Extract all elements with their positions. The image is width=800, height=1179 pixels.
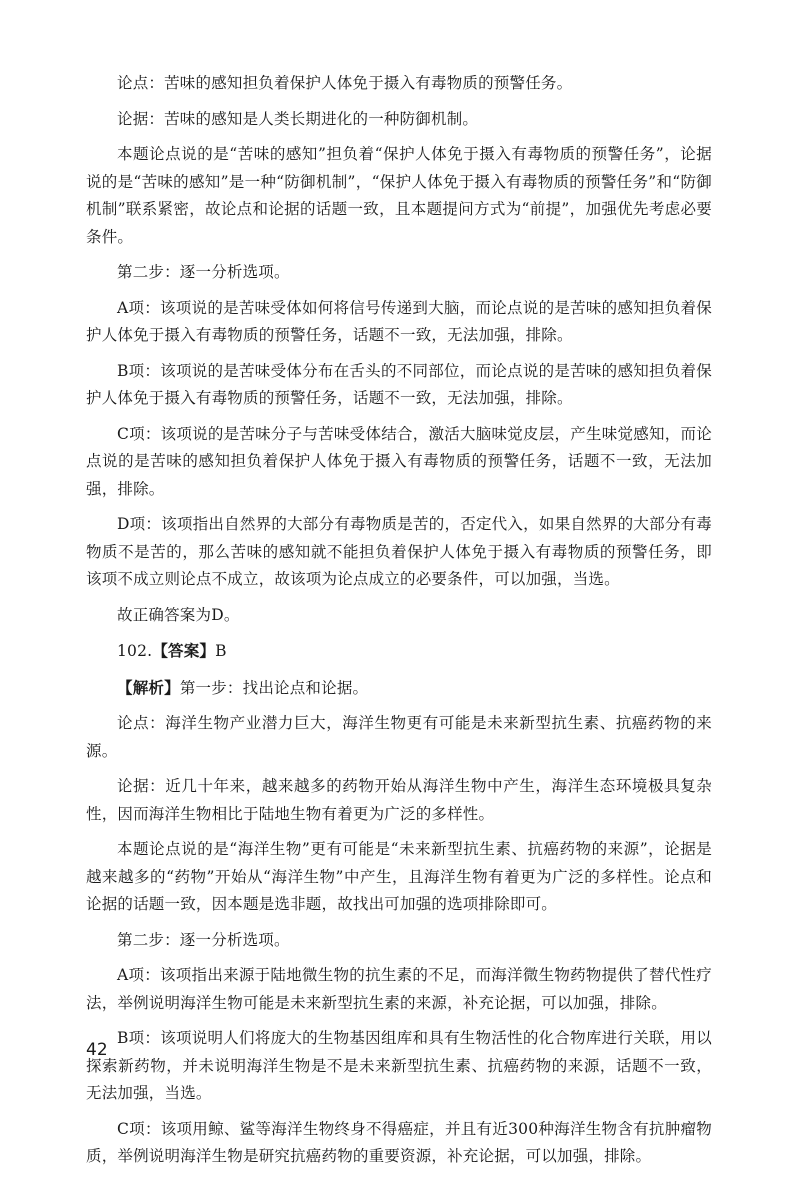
paragraph-option-b-2: B项：该项说明人们将庞大的生物基因组库和具有生物活性的化合物库进行关联，用以探索新药物，并未说明海洋生物是不是未来新型抗生素、抗癌药物的来源，话题不一致，无法加强，当选。 (86, 1029, 712, 1102)
paragraph-step-two-1: 第二步：逐一分析选项。 (117, 263, 290, 281)
paragraph-correct-answer-1: 故正确答案为D。 (117, 605, 240, 624)
paragraph-option-c-1: C项：该项说的是苦味分子与苦味受体结合，激活大脑味觉皮层，产生味觉感知，而论点说的是苦味的感知担负着保护人体免于摄入有毒物质的预警任务，话题不一致，无法加强，排除。 (86, 424, 712, 498)
paragraph-analysis-1: 本题论点说的是“苦味的感知”担负着“保护人体免于摄入有毒物质的预警任务”，论据说的是“苦味的感知”是一种“防御机制”，“保护人体免于摄入有毒物质的预警任务”和“防御机制”联系紧密，故论点和论据的话题一致，且本题提问方式为“前提”，加强优先考虑必要条件。 (86, 145, 712, 246)
paragraph-option-d-1: D项：该项指出自然界的大部分有毒物质是苦的，否定代入，如果自然界的大部分有毒物质不是苦的，那么苦味的感知就不能担负着保护人体免于摄入有毒物质的预警任务，即该项不成立则论点不成立，故该项为论点成立的必要条件，可以加强，当选。 (86, 515, 712, 588)
paragraph-argument-2: 论点：海洋生物产业潜力巨大，海洋生物更有可能是未来新型抗生素、抗癌药物的来源。 (86, 714, 712, 760)
paragraph-step-two-2: 第二步：逐一分析选项。 (117, 930, 290, 949)
paragraph-evidence-2: 论据：近几十年来，越来越多的药物开始从海洋生物中产生，海洋生态环境极具复杂性，因而海洋生物相比于陆地生物有着更为广泛的多样性。 (86, 777, 712, 823)
document-body (86, 70, 712, 1179)
analysis-label: 【解析】 (117, 677, 180, 697)
page-number: 42 (86, 1040, 108, 1060)
paragraph-option-b-1: B项：该项说的是苦味受体分布在舌头的不同部位，而论点说的是苦味的感知担负着保护人体免于摄入有毒物质的预警任务，话题不一致，无法加强，排除。 (86, 361, 712, 407)
paragraph-option-a-1: A项：该项说的是苦味受体如何将信号传递到大脑，而论点说的是苦味的感知担负着保护人体免于摄入有毒物质的预警任务，话题不一致，无法加强，排除。 (86, 298, 712, 344)
answer-value: B (215, 642, 227, 660)
paragraph-option-c-2: C项：该项用鲸、鲨等海洋生物终身不得癌症，并且有近300种海洋生物含有抗肿瘤物质，举例说明海洋生物是研究抗癌药物的重要资源，补充论据，可以加强，排除。 (86, 1119, 712, 1165)
answer-label: 【答案】 (152, 641, 216, 660)
paragraph-analysis-2: 本题论点说的是“海洋生物”更有可能是“未来新型抗生素、抗癌药物的来源”，论据是越来越多的“药物”开始从“海洋生物”中产生，且海洋生物有着更为广泛的多样性。论点和论据的话题一致，因本题是选非题，故找出可加强的选项排除即可。 (86, 840, 712, 913)
question-number: 102. (117, 642, 153, 660)
answer-line (86, 637, 712, 666)
paragraph-evidence-1: 论据：苦味的感知是人类长期进化的一种防御机制。 (117, 109, 479, 128)
analysis-text: 第一步：找出论点和论据。 (179, 678, 369, 697)
paragraph-option-a-2: A项：该项指出来源于陆地微生物的抗生素的不足，而海洋微生物药物提供了替代性疗法，举例说明海洋生物可能是未来新型抗生素的来源，补充论据，可以加强，排除。 (86, 966, 712, 1012)
paragraph-argument-1: 论点：苦味的感知担负着保护人体免于摄入有毒物质的预警任务。 (117, 74, 573, 92)
analysis-line (86, 674, 712, 703)
